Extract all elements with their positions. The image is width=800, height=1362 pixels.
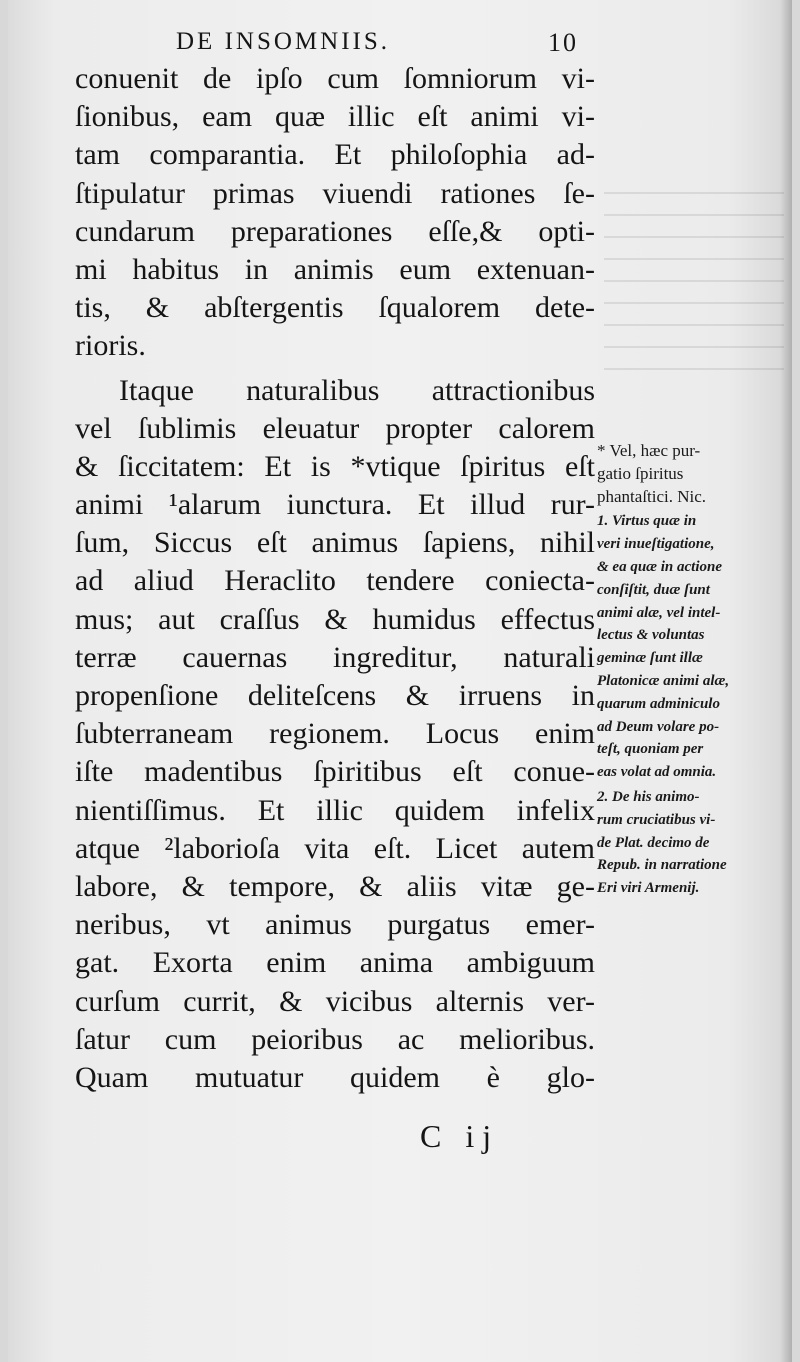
margin-note-line: phantaſtici. Nic.	[597, 486, 707, 506]
margin-note-line: geminæ ſunt illæ	[597, 650, 703, 667]
margin-note-line: quarum adminiculo	[597, 695, 720, 712]
text-line: & ſiccitatem: Et is *vtique ſpiritus eſt	[75, 449, 595, 483]
text-line: nientiſſimus. Et illic quidem infelix	[75, 793, 595, 827]
text-line: conuenit de ipſo cum ſomniorum vi-	[75, 62, 595, 95]
margin-note-line: * Vel, hæc pur-	[597, 441, 701, 460]
margin-note-line: teſt, quoniam per	[597, 741, 704, 758]
text-line: vel ſublimis eleuatur propter calorem	[75, 411, 595, 445]
text-line: ſubterraneam regionem. Locus enim	[75, 717, 595, 751]
page-header	[8, 28, 792, 60]
text-line: neribus, vt animus purgatus emer-	[75, 908, 595, 942]
text-line: ſionibus, eam quæ illic eſt animi vi-	[75, 100, 595, 134]
text-line: tis, & abſtergentis ſqualorem dete-	[75, 291, 595, 325]
text-line: mus; aut craſſus & humidus effectus	[75, 602, 595, 636]
text-line: rioris.	[75, 329, 146, 363]
margin-note-line: 1. Virtus quæ in	[597, 513, 697, 530]
text-line: ad aliud Heraclito tendere coniecta-	[75, 564, 595, 598]
page-number: 10	[548, 28, 578, 57]
margin-note-line: veri inueſtigatione,	[597, 536, 715, 553]
text-line: labore, & tempore, & aliis vitæ ge-	[75, 869, 595, 903]
signature-mark: C ij	[420, 1118, 500, 1154]
margin-note-line: Repub. in narratione	[597, 857, 727, 874]
running-title: DE INSOMNIIS.	[176, 28, 390, 55]
margin-note-line: Platonicæ animi alæ,	[597, 672, 730, 689]
margin-note-line: rum cruciatibus vi-	[597, 811, 716, 828]
text-line: gat. Exorta enim anima ambiguum	[75, 946, 595, 980]
paragraph-first-line: Itaque naturalibus attractionibus	[119, 373, 595, 407]
text-line: animi ¹alarum iunctura. Et illud rur-	[75, 488, 595, 522]
margin-note-line: 2. De his animo-	[597, 788, 700, 805]
text-line: atque ²laborioſa vita eſt. Licet autem	[75, 831, 595, 865]
text-line: propenſione deliteſcens & irruens in	[75, 679, 595, 712]
margin-note-line: de Plat. decimo de	[597, 834, 710, 851]
text-line: terræ cauernas ingreditur, naturali	[75, 640, 595, 674]
margin-note-line: gatio ſpiritus	[597, 463, 684, 483]
margin-note-line: & ea quæ in actione	[597, 558, 723, 575]
margin-note-line: Eri viri Armenij.	[597, 880, 700, 897]
text-line: tam comparantia. Et philoſophia ad-	[75, 138, 595, 172]
margin-note-line: conſiſtit, duæ ſunt	[597, 581, 710, 598]
marginal-notes	[597, 440, 793, 900]
main-text-block	[75, 60, 595, 1097]
margin-note-line: ad Deum volare po-	[597, 718, 720, 735]
text-line: cundarum preparationes eſſe,& opti-	[75, 214, 595, 248]
show-through-text	[604, 190, 784, 370]
text-line: ſtipulatur primas viuendi rationes ſe-	[75, 176, 595, 210]
margin-note-line: animi alæ, vel intel-	[597, 604, 721, 621]
text-line: mi habitus in animis eum extenuan-	[75, 252, 595, 286]
book-page	[8, 0, 792, 1362]
margin-note-line: eas volat ad omnia.	[597, 764, 717, 781]
text-line: curſum currit, & vicibus alternis ver-	[75, 984, 595, 1018]
text-line: ſatur cum peioribus ac melioribus.	[75, 1022, 595, 1056]
text-line: Quam mutuatur quidem è glo-	[75, 1060, 595, 1094]
text-line: iſte madentibus ſpiritibus eſt conue-	[75, 755, 595, 789]
text-line: ſum, Siccus eſt animus ſapiens, nihil	[75, 526, 595, 560]
margin-note-line: lectus & voluntas	[597, 627, 705, 644]
